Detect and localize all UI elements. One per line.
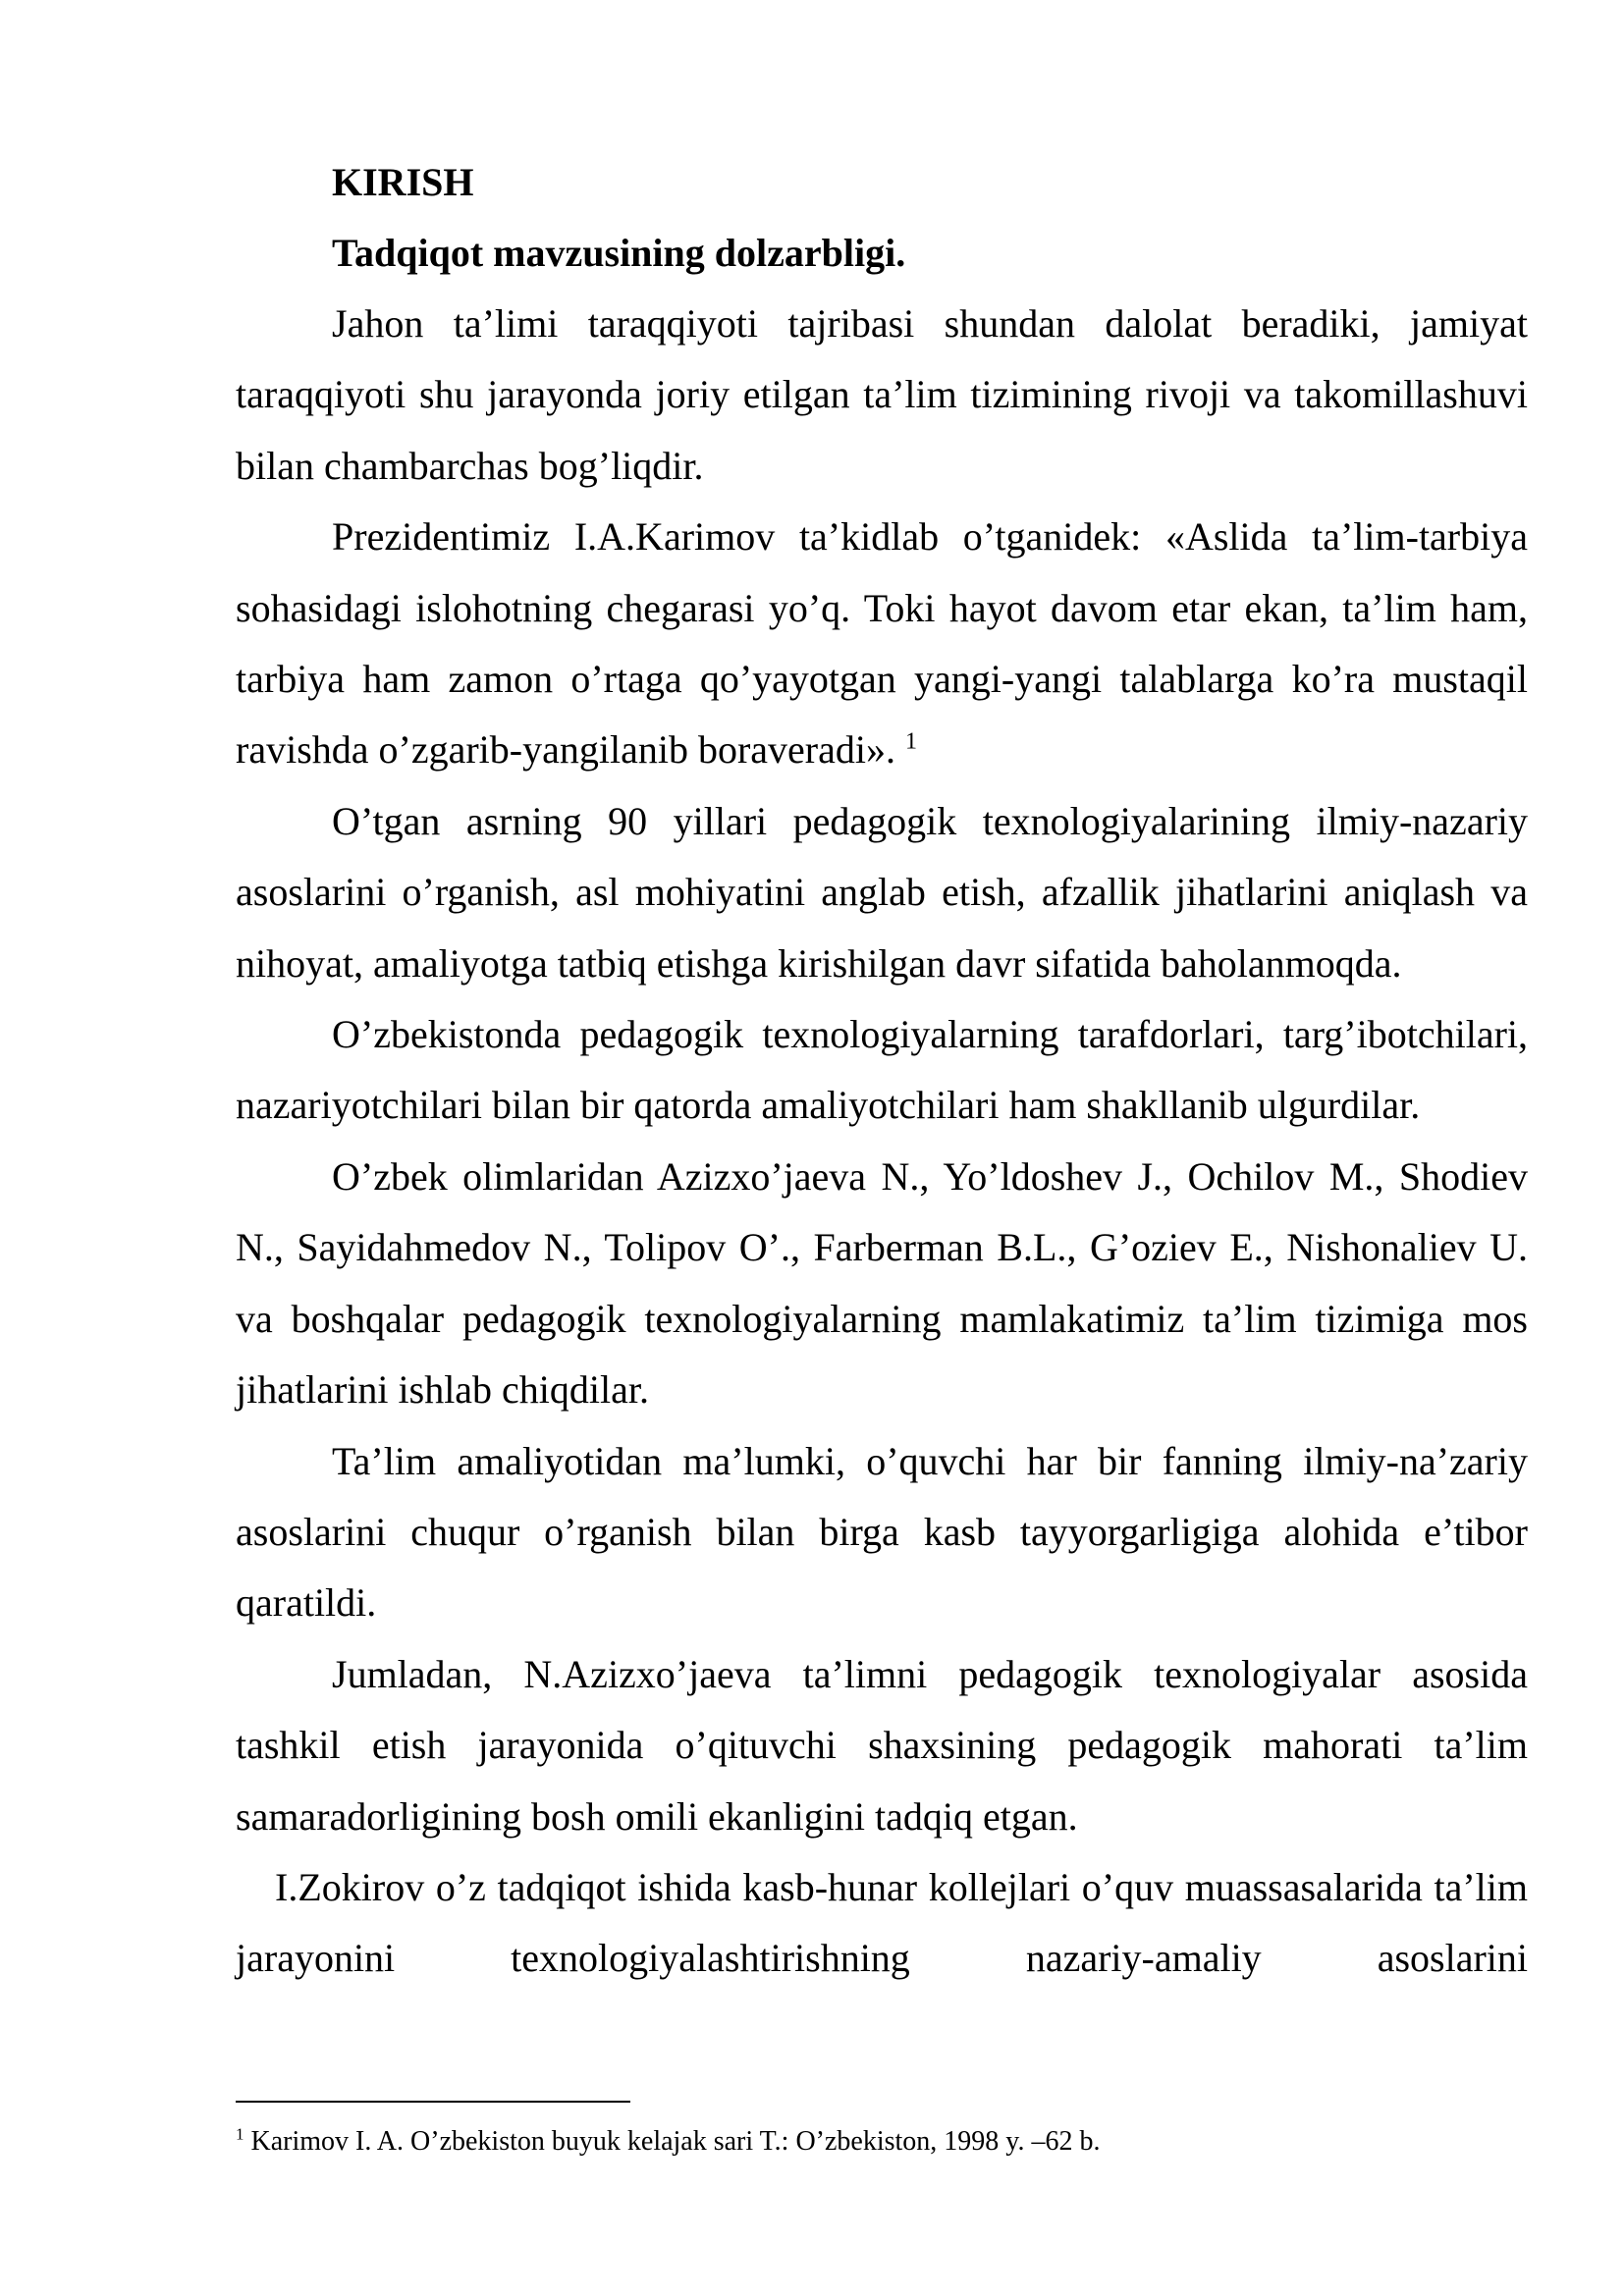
paragraph-5 [236, 1142, 1528, 1426]
paragraph-1-text: Jahon ta’limi taraqqiyoti tajribasi shundan dalolat beradiki, jamiyat taraqqiyoti shu jarayonda joriy etilgan ta’lim tizimining rivoji va takomillashuvi bilan chambarchas bog’liqdir. [236, 301, 1528, 488]
footnote-text: Karimov I. A. O’zbekiston buyuk kelajak sari T.: O’zbekiston, 1998 y. –62 b. [250, 2126, 1101, 2157]
paragraph-4 [236, 999, 1528, 1142]
paragraph-3-text: O’tgan asrning 90 yillari pedagogik texnologiyalarining ilmiy-nazariy asoslarini o’rganish, asl mohiyatini anglab etish, afzallik jihatlarini aniqlash va nihoyat, amaliyotga tatbiq etishga kirishilgan davr sifatida baholanmoqda. [236, 798, 1528, 986]
paragraph-3 [236, 786, 1528, 999]
paragraph-5-text: O’zbek olimlaridan Azizxo’jaeva N., Yo’ldoshev J., Ochilov M., Shodiev N., Sayidahmedov N., Tolipov O’., Farberman B.L., G’oziev E., Nishonaliev U. va boshqalar pedagogik texnologiyalarning mamlakatimiz ta’lim tizimiga mos jihatlarini ishlab chiqdilar. [236, 1153, 1528, 1413]
paragraph-1 [236, 289, 1528, 502]
paragraph-8 [236, 1852, 1528, 1995]
section-subheading: Tadqiqot mavzusining dolzarbligi. [332, 231, 906, 275]
footnote-number: 1 [236, 2124, 244, 2144]
paragraph-7 [236, 1639, 1528, 1852]
document-body [236, 147, 1528, 1995]
paragraph-8-text: I.Zokirov o’z tadqiqot ishida kasb-hunar kollejlari o’quv muassasalarida ta’lim jarayonini texnologiyalashtirishning nazariy-amaliy asoslarini [236, 1864, 1528, 1981]
paragraph-2-text: Prezidentimiz I.A.Karimov ta’kidlab o’tganidek: «Aslida ta’lim-tarbiya sohasidagi islohotning chegarasi yo’q. Toki hayot davom etar ekan, ta’lim ham, tarbiya ham zamon o’rtaga qo’yayotgan yangi-yangi talablarga ko’ra mustaqil ravishda o’zgarib-yangilanib boraveradi». [236, 514, 1528, 773]
section-heading: KIRISH [332, 160, 474, 204]
footnote-separator [236, 2101, 630, 2103]
paragraph-7-text: Jumladan, N.Azizxo’jaeva ta’limni pedagogik texnologiyalar asosida tashkil etish jarayonida o’qituvchi shaxsining pedagogik mahorati ta’lim samaradorligining bosh omili ekanligini tadqiq etgan. [236, 1651, 1528, 1839]
paragraph-2 [236, 502, 1528, 786]
paragraph-6 [236, 1426, 1528, 1639]
paragraph-6-text: Ta’lim amaliyotidan ma’lumki, o’quvchi har bir fanning ilmiy-na’zariy asoslarini chuqur o’rganish bilan birga kasb tayyorgarligiga alohida e’tibor qaratildi. [236, 1438, 1528, 1626]
footnote [236, 2122, 1528, 2162]
paragraph-4-text: O’zbekistonda pedagogik texnologiyalarning tarafdorlari, targ’ibotchilari, nazariyotchilari bilan bir qatorda amaliyotchilari ham shakllanib ulgurdilar. [236, 1012, 1528, 1128]
footnote-reference[interactable]: 1 [904, 729, 917, 756]
